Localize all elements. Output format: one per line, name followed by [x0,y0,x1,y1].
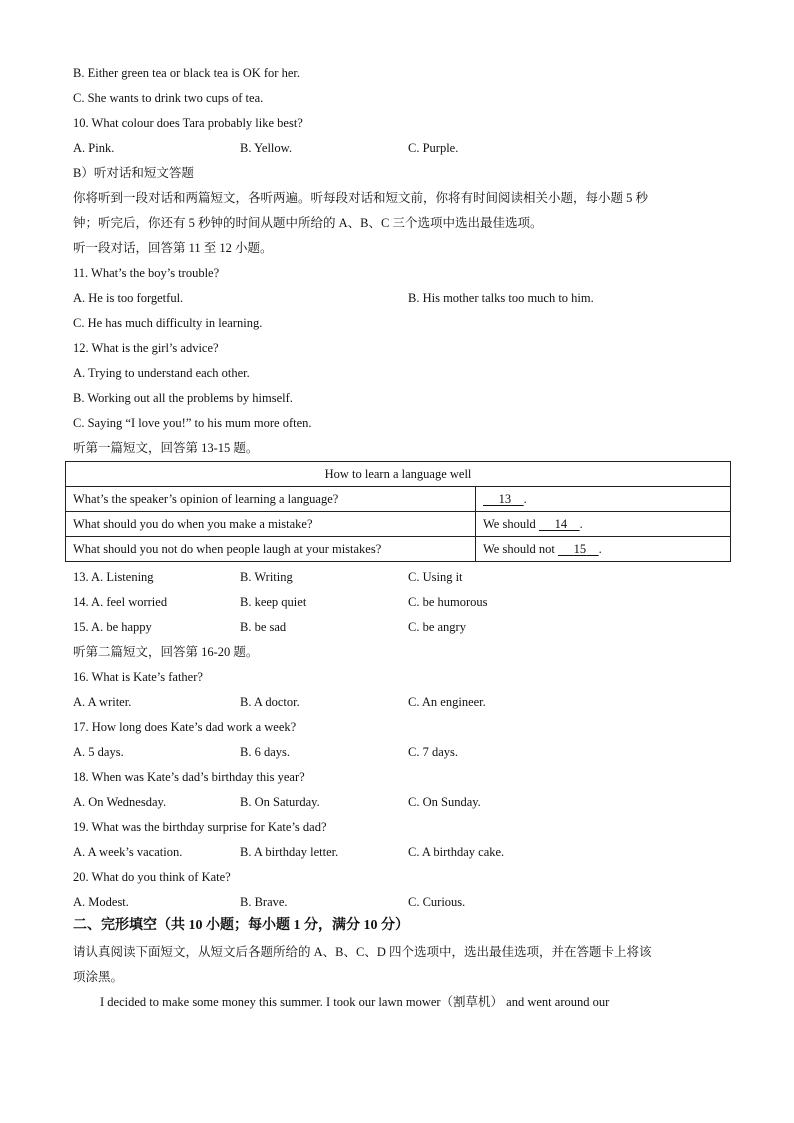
section-b-instructions-1: 你将听到一段对话和两篇短文，各听两遍。听每段对话和短文前，你将有时间阅读相关小题，每小题 5 秒 [73,191,649,205]
q10-option-b: B. Yellow. [240,141,292,155]
part-2-heading: 二、完形填空（共 10 小题；每小题 1 分，满分 10 分） [73,918,409,933]
q11-option-a: A. He is too forgetful. [73,291,184,305]
q12-option-b: B. Working out all the problems by himself. [73,391,293,405]
q11-stem: 11. What’s the boy’s trouble? [73,266,220,280]
q14-options [73,594,723,610]
q19-option-c: C. A birthday cake. [408,845,505,859]
part-2-instructions-1: 请认真阅读下面短文，从短文后各题所给的 A、B、C、D 四个选项中，选出最佳选项，并在答题卡上将该 [73,945,652,959]
table-header-row [66,462,731,487]
table-title: How to learn a language well [66,462,731,487]
dialog-intro: 听一段对话，回答第 11 至 12 小题。 [73,241,273,255]
q16-option-c: C. An engineer. [408,695,486,709]
table-question: What should you do when you make a mistake? [66,512,476,537]
q15-option-a: 15. A. be happy [73,620,152,634]
q20-stem: 20. What do you think of Kate? [73,870,231,884]
answer-blank-14: 14 [554,517,568,531]
q13-option-b: B. Writing [240,570,293,584]
q18-options [73,794,723,810]
q15-options [73,619,723,635]
q14-option-c: C. be humorous [408,595,488,609]
q19-option-a: A. A week’s vacation. [73,845,183,859]
table-answer: We should 14 . [476,512,731,537]
q12-option-a: A. Trying to understand each other. [73,366,250,380]
q14-option-b: B. keep quiet [240,595,307,609]
q18-option-b: B. On Saturday. [240,795,320,809]
q16-option-a: A. A writer. [73,695,132,709]
q9-option-c: C. She wants to drink two cups of tea. [73,91,264,105]
q10-option-c: C. Purple. [408,141,459,155]
q20-option-a: A. Modest. [73,895,129,909]
q11-option-c: C. He has much difficulty in learning. [73,316,263,330]
table-answer: 13 . [476,487,731,512]
q13-option-a: 13. A. Listening [73,570,154,584]
q15-option-c: C. be angry [408,620,466,634]
table-row [66,537,731,562]
q18-option-c: C. On Sunday. [408,795,481,809]
q19-stem: 19. What was the birthday surprise for Kate’s dad? [73,820,327,834]
q9-option-b: B. Either green tea or black tea is OK for her. [73,66,300,80]
q16-stem: 16. What is Kate’s father? [73,670,203,684]
q16-options [73,694,723,710]
passage-2-intro: 听第二篇短文，回答第 16-20 题。 [73,645,259,659]
cloze-passage-line: I decided to make some money this summer. I took our lawn mower（割草机） and went around our [100,995,610,1009]
q13-option-c: C. Using it [408,570,463,584]
q17-option-c: C. 7 days. [408,745,458,759]
q16-option-b: B. A doctor. [240,695,300,709]
q17-stem: 17. How long does Kate’s dad work a week? [73,720,297,734]
q20-option-b: B. Brave. [240,895,288,909]
table-row [66,487,731,512]
table-row [66,512,731,537]
q10-option-a: A. Pink. [73,141,115,155]
table-question: What’s the speaker’s opinion of learning a language? [66,487,476,512]
q14-option-a: 14. A. feel worried [73,595,168,609]
q17-option-b: B. 6 days. [240,745,290,759]
q13-options [73,569,723,585]
q19-option-b: B. A birthday letter. [240,845,339,859]
table-question: What should you not do when people laugh at your mistakes? [66,537,476,562]
info-table [65,461,731,562]
q20-options [73,894,723,910]
q17-option-a: A. 5 days. [73,745,124,759]
table-answer: We should not 15 . [476,537,731,562]
answer-blank-15: 15 [573,542,587,556]
q12-option-c: C. Saying “I love you!” to his mum more often. [73,416,312,430]
q12-stem: 12. What is the girl’s advice? [73,341,219,355]
passage-1-intro: 听第一篇短文，回答第 13-15 题。 [73,441,259,455]
q19-options [73,844,723,860]
q11-option-b: B. His mother talks too much to him. [408,291,594,305]
section-b-title: B）听对话和短文答题 [73,166,194,180]
q15-option-b: B. be sad [240,620,287,634]
q20-option-c: C. Curious. [408,895,466,909]
q10-options [73,140,723,156]
q18-stem: 18. When was Kate’s dad’s birthday this year? [73,770,305,784]
answer-blank-13: 13 [498,492,512,506]
q10-stem: 10. What colour does Tara probably like best? [73,116,303,130]
q18-option-a: A. On Wednesday. [73,795,167,809]
part-2-instructions-2: 项涂黑。 [73,970,124,984]
section-b-instructions-2: 钟；听完后，你还有 5 秒钟的时间从题中所给的 A、B、C 三个选项中选出最佳选项。 [73,216,543,230]
q17-options [73,744,723,760]
